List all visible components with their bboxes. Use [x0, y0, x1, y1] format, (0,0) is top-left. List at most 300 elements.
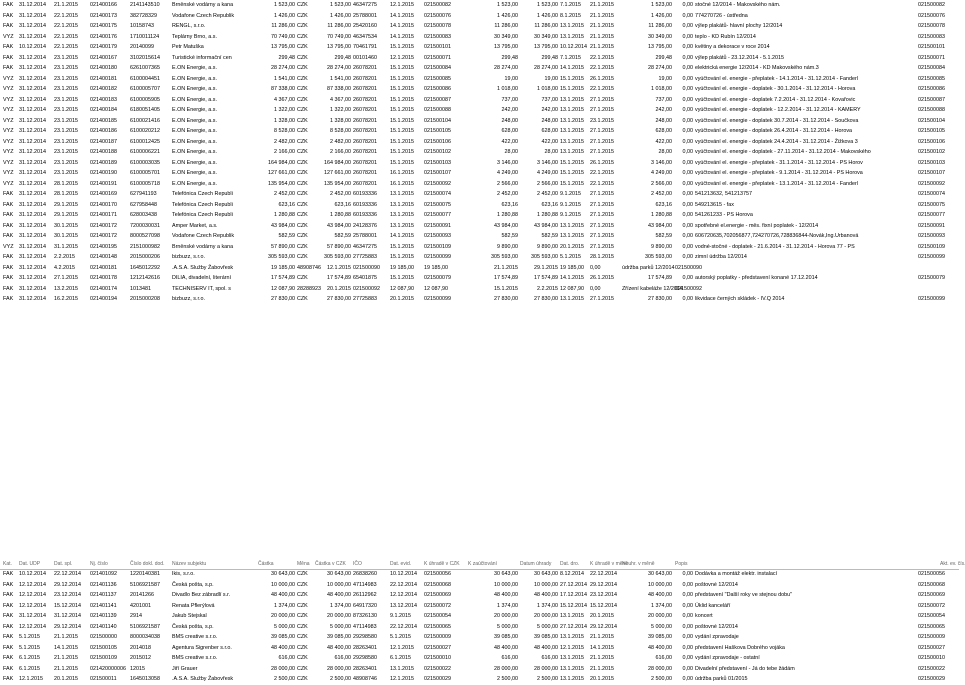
table-row [0, 601, 959, 612]
cell: 12.12.2014 [19, 623, 46, 630]
cell: 16.2.2015 [54, 296, 78, 302]
cell: 15.1.2015 [390, 107, 414, 113]
cell: 28 000,00 [327, 665, 351, 672]
cell: 6100020212 [130, 128, 160, 134]
cell: 19 185,00 [271, 264, 295, 271]
cell: 623,16 [541, 201, 558, 208]
column-header: K zaúčtování [468, 561, 497, 567]
cell: 242,00 [541, 107, 558, 113]
cell: 30 643,00 [648, 571, 672, 577]
cell: 1645013058 [130, 676, 160, 682]
cell: 22.1.2015 [54, 44, 78, 50]
cell: 19,00 [504, 75, 518, 82]
cell: 28.1.2015 [590, 254, 614, 260]
cell: 26078201 [353, 180, 377, 187]
cell: 021500022 [424, 665, 451, 672]
cell: 13.12.2014 [390, 602, 417, 609]
cell: 305 593,00 [531, 254, 558, 260]
cell: CZK [297, 676, 308, 682]
cell: 021500093 [918, 233, 945, 239]
cell: 27.1.2015 [590, 96, 614, 103]
cell: 2 500,00 [537, 676, 558, 682]
cell: FAK [3, 296, 14, 302]
cell: 1 523,00 [497, 2, 518, 8]
cell: 623,16 [334, 201, 351, 208]
cell: 021401136 [90, 581, 117, 588]
cell: 021500092 [424, 180, 451, 187]
cell: E.ON Energie, a.s. [172, 107, 217, 113]
cell: 3 146,00 [651, 159, 672, 166]
cell: 021500099 [918, 296, 945, 302]
cell: představení Haškova Dobrého vojáka [695, 644, 785, 651]
cell: likvidace černých skládek - IV.Q 2014 [695, 296, 785, 302]
cell: CZK [297, 170, 308, 176]
cell: 021500092 [353, 285, 380, 292]
cell: 10.12.2014 [560, 44, 587, 50]
cell: Brněnské vodárny a kana [172, 2, 234, 8]
cell: CZK [297, 275, 308, 281]
column-header: Název subjektu [172, 561, 207, 567]
cell: 46347275 [353, 243, 377, 250]
cell: 27.1.2015 [590, 222, 614, 229]
cell: 27.1.2015 [590, 212, 614, 218]
cell: 60193336 [353, 212, 377, 218]
cell: 9.1.2015 [390, 613, 411, 619]
cell: 12.1.2015 [19, 676, 43, 682]
cell: 5 000,00 [497, 623, 518, 630]
cell: 28 000,00 [648, 665, 672, 672]
cell: CZK [297, 212, 308, 218]
cell: FAK [3, 54, 14, 61]
cell: 23.1.2015 [54, 54, 78, 61]
cell: FAK [3, 602, 14, 609]
cell: vyúčtování el. energie - doplatek 30.7.2014 - 31.12.2014 - Součkova [695, 117, 859, 124]
cell: FAK [3, 254, 14, 260]
cell: CZK [297, 138, 308, 145]
cell: 021500079 [424, 275, 451, 281]
cell: 248,00 [501, 117, 518, 124]
cell: 5.1.2015 [19, 634, 40, 640]
cell: 1 523,00 [274, 2, 295, 8]
cell: 22.1.2015 [590, 170, 614, 176]
cell: 2.2.2015 [54, 254, 75, 260]
cell: VYZ [3, 86, 14, 92]
table-row [0, 263, 959, 274]
cell: 22.1.2015 [590, 86, 614, 92]
cell: 57 890,00 [327, 243, 351, 250]
cell: 29.12.2014 [590, 623, 617, 630]
cell: 0,00 [682, 12, 693, 19]
cell: 17.12.2014 [560, 592, 587, 598]
table-row [0, 221, 959, 232]
cell: 70461791 [353, 44, 377, 50]
cell: 021500083 [918, 33, 945, 40]
cell: 12.1.2015 [390, 676, 414, 682]
cell: .A.S.A. Služby Žabovřesk [172, 676, 234, 682]
cell: 6100005707 [130, 86, 160, 92]
cell: 10.12.2014 [19, 44, 46, 50]
cell: FAK [3, 655, 14, 661]
cell: 0,00 [682, 65, 693, 71]
cell: 6100005718 [130, 180, 160, 187]
column-header: Částka [258, 561, 274, 567]
cell: 021500075 [424, 201, 451, 208]
cell: 164 984,00 [268, 159, 295, 166]
cell: 1 374,00 [330, 602, 351, 609]
cell: Ikis, s.r.o. [172, 571, 195, 577]
cell: 0,00 [682, 96, 693, 103]
cell: 23.1.2015 [54, 149, 78, 155]
cell: 00101460 [353, 54, 377, 61]
cell: 021500093 [424, 233, 451, 239]
cell: 13.1.2015 [560, 613, 584, 619]
cell: 4201001 [130, 602, 151, 609]
cell: 1 426,00 [274, 12, 295, 19]
cell: vodné-stočné - doplatek - 21.6.2014 - 31.12.2014 - Horova 77 - PS [695, 243, 855, 250]
cell: 14.1.2015 [390, 12, 414, 19]
cell: 12 087,90 [424, 285, 448, 292]
cell: 1 374,00 [537, 602, 558, 609]
cell: VYZ [3, 96, 14, 103]
cell: 6.1.2015 [19, 655, 40, 661]
column-header: IČO [353, 561, 362, 567]
cell: poštovné 12/2014 [695, 581, 738, 588]
cell: 13.1.2015 [390, 212, 414, 218]
cell: Zřízení kabeláže 12/2014 [622, 285, 683, 292]
cell: 28,00 [658, 149, 672, 155]
table-row [0, 231, 959, 242]
cell: 16.1.2015 [390, 170, 414, 176]
cell: 0,00 [682, 254, 693, 260]
cell: 021500082 [918, 2, 945, 8]
cell: Vodafone Czech Republik [172, 12, 235, 19]
cell: 31.12.2014 [19, 86, 46, 92]
cell: 021500101 [424, 44, 451, 50]
cell: 021500088 [424, 107, 451, 113]
cell: 15.1.2015 [560, 75, 584, 82]
cell: 87326130 [353, 613, 377, 619]
cell: 28 000,00 [494, 665, 518, 672]
cell: 28 000,00 [534, 665, 558, 672]
cell: 2 166,00 [330, 149, 351, 155]
column-header: Dat. spl. [54, 561, 73, 567]
cell: 0,00 [682, 571, 693, 577]
table-row [0, 273, 959, 284]
cell: 10158743 [130, 23, 154, 29]
cell: 30.1.2015 [54, 233, 78, 239]
cell: FAK [3, 222, 14, 229]
cell: 27.1.2015 [590, 138, 614, 145]
table-row [0, 168, 959, 179]
cell: 23.1.2015 [54, 138, 78, 145]
cell: 737,00 [501, 96, 518, 103]
cell: 13.1.2015 [560, 676, 584, 682]
cell: E.ON Energie, a.s. [172, 75, 217, 82]
column-header: Dat. UDP [19, 561, 41, 567]
cell: 30 643,00 [494, 571, 518, 577]
cell: 021400186 [90, 128, 117, 134]
cell: 23.1.2015 [54, 75, 78, 82]
cell: 6100021416 [130, 117, 160, 124]
cell: 021500029 [424, 676, 451, 682]
cell: 021500099 [918, 254, 945, 260]
cell: Úklid kanceláří [695, 602, 731, 609]
table-row [0, 42, 959, 53]
cell: 2 452,00 [330, 191, 351, 197]
cell: Turistické informační cen [172, 54, 232, 61]
cell: 28 274,00 [327, 65, 351, 71]
cell: výlep plakátů- hlavní plochy 12/2014 [695, 23, 783, 29]
cell: 021400176 [90, 33, 117, 40]
cell: 021400178 [90, 275, 117, 281]
cell: 021400167 [90, 54, 117, 61]
cell: 21.1.2015 [590, 665, 614, 672]
cell: 14.1.2015 [390, 233, 414, 239]
cell: 8000527098 [130, 233, 160, 239]
table-row [0, 63, 959, 74]
cell: 5.1.2015 [19, 644, 40, 651]
cell: 021400171 [90, 212, 117, 218]
cell: 10 000,00 [648, 581, 672, 588]
table-row [0, 158, 959, 169]
cell: 26.1.2015 [590, 159, 614, 166]
cell: vyúčtování el. energie - doplatek - 27.11.2014 - 31.12.2014 - Makovského [695, 149, 871, 155]
cell: 28.1.2015 [54, 191, 78, 197]
cell: 13.1.2015 [560, 33, 584, 40]
cell: 0,00 [682, 54, 693, 61]
cell: 13.1.2015 [390, 191, 414, 197]
cell: 8.12.2014 [560, 571, 584, 577]
cell: 28 274,00 [271, 65, 295, 71]
cell: 623,16 [655, 201, 672, 208]
cell: FAK [3, 2, 14, 8]
cell: 29.12.2014 [54, 623, 81, 630]
cell: 13 795,00 [494, 44, 518, 50]
cell: 14.1.2015 [390, 33, 414, 40]
cell: 21.1.2015 [590, 44, 614, 50]
cell: 11 286,00 [271, 23, 295, 29]
cell: 15.1.2015 [390, 128, 414, 134]
cell: 5106921587 [130, 581, 160, 588]
cell: 1 523,00 [537, 2, 558, 8]
cell: 1 541,00 [330, 75, 351, 82]
cell: 021500103 [424, 159, 451, 166]
cell: 31.12.2014 [19, 233, 46, 239]
cell: 021500099 [424, 296, 451, 302]
cell: 623,16 [278, 201, 295, 208]
cell: 1212142616 [130, 275, 160, 281]
cell: 26078201 [353, 65, 377, 71]
cell: 021400188 [90, 149, 117, 155]
cell: 31.12.2014 [19, 613, 46, 619]
cell: Petr Matuška [172, 44, 204, 50]
cell: 1 280,88 [330, 212, 351, 218]
cell: 2014018 [130, 644, 151, 651]
cell: 5 000,00 [274, 623, 295, 630]
cell: FAK [3, 264, 14, 271]
cell: 0,00 [682, 613, 693, 619]
cell: FAK [3, 65, 14, 71]
cell: 021500010 [424, 655, 451, 661]
cell: 13 795,00 [648, 44, 672, 50]
cell: 021400170 [90, 201, 117, 208]
cell: 021400185 [90, 117, 117, 124]
cell: 422,00 [655, 138, 672, 145]
cell: 0,00 [682, 212, 693, 218]
cell: Telefónica Czech Republi [172, 212, 233, 218]
cell: 628003438 [130, 212, 157, 218]
table-row [0, 632, 959, 643]
cell: 628,00 [655, 128, 672, 134]
cell: 6100006221 [130, 149, 160, 155]
cell: 0,00 [590, 285, 601, 292]
cell: 021500076 [918, 12, 945, 19]
cell: 29.1.2015 [54, 201, 78, 208]
table-row [0, 21, 959, 32]
cell: 021500010 [918, 655, 945, 661]
cell: 0,00 [682, 33, 693, 40]
cell: 13.1.2015 [560, 665, 584, 672]
cell: VYZ [3, 170, 14, 176]
cell: 021500069 [918, 592, 945, 598]
cell: 27 830,00 [327, 296, 351, 302]
cell: E.ON Energie, a.s. [172, 149, 217, 155]
cell: 43 984,00 [327, 222, 351, 229]
table-row [0, 116, 959, 127]
cell: 12.1.2015 [560, 644, 584, 651]
cell: 0,00 [682, 676, 693, 682]
cell: 021500109 [90, 655, 117, 661]
cell: 021500102 [424, 149, 451, 155]
cell: 27.1.2015 [590, 191, 614, 197]
cell: 021500099 [424, 254, 451, 260]
cell: 13.1.2015 [390, 201, 414, 208]
cell: 021401140 [90, 623, 117, 630]
cell: 31.12.2014 [19, 254, 46, 260]
cell: CZK [297, 243, 308, 250]
cell: CZK [297, 12, 308, 19]
cell: 28 000,00 [271, 665, 295, 672]
cell: 20 000,00 [648, 613, 672, 619]
cell: vydání zpravodaje - ostatní [695, 655, 760, 661]
cell: CZK [297, 54, 308, 61]
cell: 021401139 [90, 613, 117, 619]
cell: 48 400,00 [534, 644, 558, 651]
cell: květiny a dekorace v roce 2014 [695, 44, 770, 50]
cell: 48 400,00 [327, 644, 351, 651]
cell: 1 426,00 [651, 12, 672, 19]
cell: 31.12.2014 [19, 149, 46, 155]
cell: 4.2.2015 [54, 264, 75, 271]
cell: 021500065 [424, 623, 451, 630]
cell: 19 185,00 [424, 264, 448, 271]
cell: 1 018,00 [651, 86, 672, 92]
cell: 48908746 [353, 676, 377, 682]
cell: CZK [297, 602, 308, 609]
cell: 13.1.2015 [560, 296, 584, 302]
cell: 0,00 [682, 107, 693, 113]
cell: 021500077 [424, 212, 451, 218]
cell: 31.12.2014 [19, 264, 46, 271]
table-row [0, 590, 959, 601]
cell: 021500065 [918, 623, 945, 630]
cell: 31.12.2014 [19, 212, 46, 218]
cell: 0,00 [682, 2, 693, 8]
cell: BMS creative s.r.o. [172, 655, 218, 661]
cell: 26.1.2015 [590, 75, 614, 82]
cell: CZK [297, 592, 308, 598]
cell: 60193336 [353, 191, 377, 197]
cell: 2914 [130, 613, 142, 619]
cell: 021401141 [90, 602, 117, 609]
cell: 021500000 [90, 634, 117, 640]
cell: 21.1.2015 [590, 2, 614, 8]
cell: 0,00 [682, 602, 693, 609]
cell: 21.1.2015 [590, 23, 614, 29]
cell: 1013481 [130, 285, 151, 292]
cell: 0,00 [682, 159, 693, 166]
cell: 23.1.2015 [54, 65, 78, 71]
cell: 021400172 [90, 233, 117, 239]
cell: 14.1.2015 [560, 65, 584, 71]
cell: 13.1.2015 [560, 149, 584, 155]
cell: 2015000208 [130, 296, 160, 302]
cell: 021500105 [424, 128, 451, 134]
cell: 0,00 [682, 275, 693, 281]
cell: 1 322,00 [274, 107, 295, 113]
cell: E.ON Energie, a.s. [172, 96, 217, 103]
cell: 021400184 [90, 107, 117, 113]
cell: 021500085 [424, 75, 451, 82]
cell: 021500101 [918, 44, 945, 50]
cell: 12.12.2014 [19, 602, 46, 609]
cell: 31.12.2014 [54, 613, 81, 619]
cell: 021400169 [90, 191, 117, 197]
cell: 0,00 [682, 634, 693, 640]
cell: 13.2.2015 [54, 285, 78, 292]
cell: 021500074 [424, 191, 451, 197]
cell: RENGL, s.r.o. [172, 23, 206, 29]
cell: výlep plakátů - 23.12.2014 - 5.1.2015 [695, 54, 785, 61]
cell: 021500106 [424, 138, 451, 145]
cell: FAK [3, 581, 14, 588]
cell: 021500009 [918, 634, 945, 640]
cell: 623,16 [501, 201, 518, 208]
cell: 21.1.2015 [590, 33, 614, 40]
cell: 127 661,00 [324, 170, 351, 176]
cell: 27.1.2015 [590, 201, 614, 208]
cell: 7200030031 [130, 222, 160, 229]
cell: 2 566,00 [651, 180, 672, 187]
cell: 20140099 [130, 44, 154, 50]
cell: 021500109 [424, 243, 451, 250]
cell: 26078201 [353, 86, 377, 92]
cell: 021500029 [918, 676, 945, 682]
cell: 26838260 [353, 571, 377, 577]
cell: 10.12.2014 [390, 571, 417, 577]
cell: 27.1.2015 [54, 275, 78, 281]
cell: 27.12.2014 [560, 623, 587, 630]
cell: 23.1.2015 [54, 117, 78, 124]
cell: 60193336 [353, 201, 377, 208]
cell: vydání zpravodaje [695, 634, 739, 640]
cell: 582,59 [655, 233, 672, 239]
cell: FAK [3, 623, 14, 630]
cell: 27.1.2015 [590, 243, 614, 250]
cell: 0,00 [682, 117, 693, 124]
cell: 31.12.2014 [19, 191, 46, 197]
cell: 1 280,88 [497, 212, 518, 218]
